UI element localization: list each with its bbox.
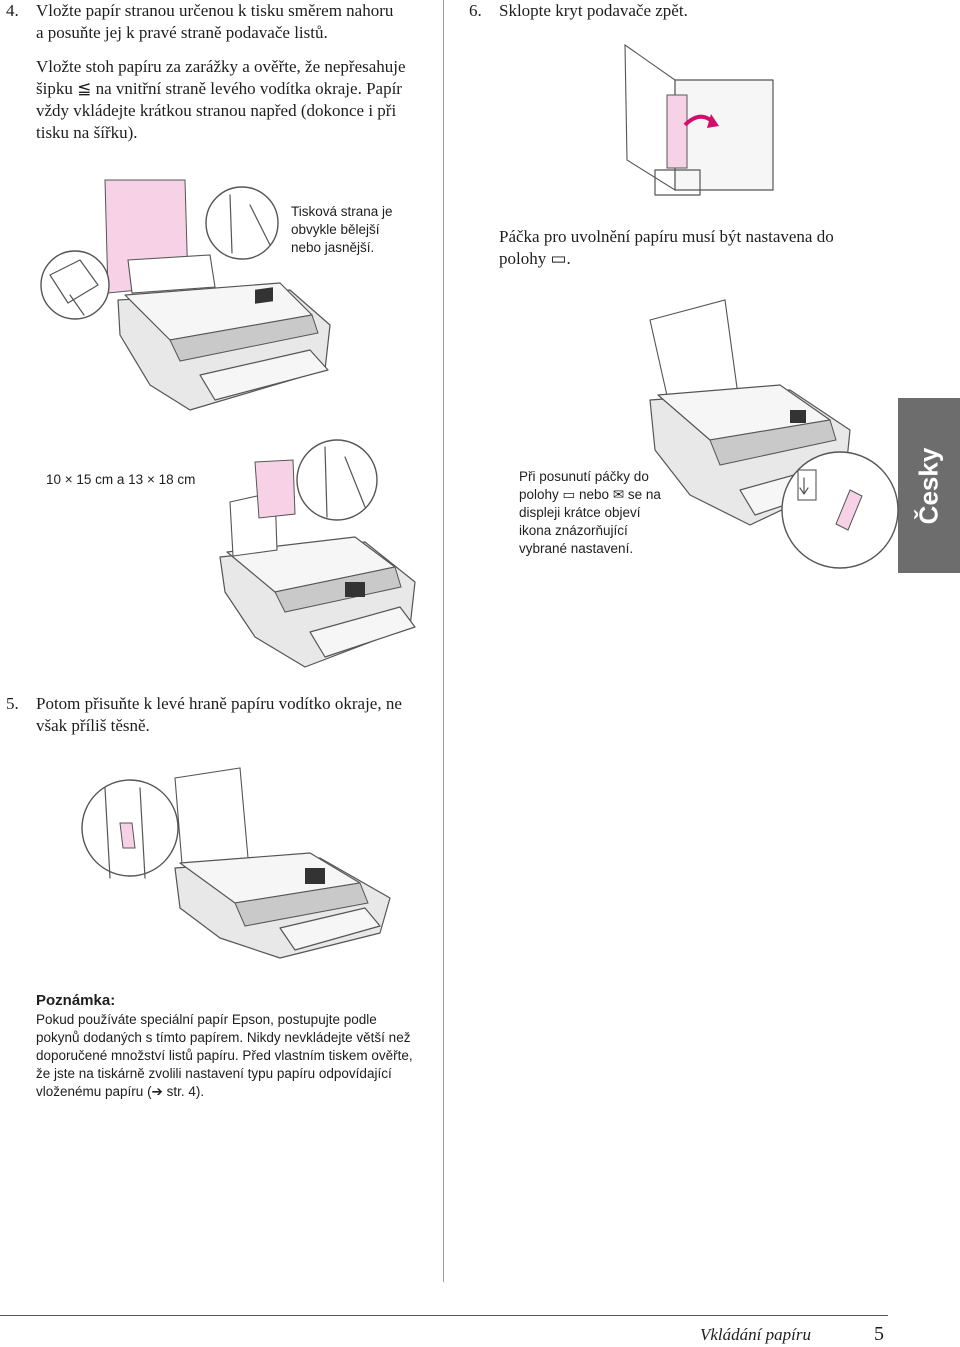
- step-4-line-2: a posuňte jej k pravé straně podavače listů.: [36, 23, 328, 42]
- step-5-line-2: však příliš těsně.: [36, 716, 150, 735]
- footer-page-number: 5: [874, 1323, 884, 1345]
- lever-note-line-2: polohy ▭.: [499, 249, 571, 268]
- step-4-detail-line-4: tisku na šířku).: [36, 123, 138, 142]
- note-line-3: doporučené množství listů papíru. Před vlastním tiskem ověřte,: [36, 1048, 413, 1063]
- footer-rule: [0, 1315, 888, 1316]
- printer-loading-paper-illustration: [40, 175, 340, 425]
- note-title: Poznámka:: [36, 992, 116, 1009]
- step-6-number: 6.: [469, 1, 482, 20]
- paper-size-callout: 10 × 15 cm a 13 × 18 cm: [46, 472, 196, 487]
- note-line-5: vloženému papíru (➔ str. 4).: [36, 1084, 205, 1099]
- print-side-callout-line-1: Tisková strana je: [291, 204, 393, 219]
- print-side-callout-line-2: obvykle bělejší: [291, 222, 380, 237]
- lever-callout-line-4: ikona znázorňující: [519, 523, 628, 538]
- step-4-detail-line-2: šipku ≦ na vnitřní straně levého vodítka okraje. Papír: [36, 79, 402, 98]
- printer-paper-release-lever-illustration: [640, 300, 900, 580]
- step-4-detail-line-3: vždy vkládejte krátkou stranou napřed (dokonce i při: [36, 101, 397, 120]
- language-tab: [898, 398, 960, 573]
- step-4-number: 4.: [6, 1, 19, 20]
- edge-guide-adjust-illustration: [80, 768, 400, 958]
- feeder-guard-closing-illustration: [615, 40, 775, 200]
- step-5-line-1: Potom přisuňte k levé hraně papíru vodítko okraje, ne: [36, 694, 402, 713]
- lever-note-line-1: Páčka pro uvolnění papíru musí být nastavena do: [499, 227, 834, 246]
- lever-callout-line-2: polohy ▭ nebo ✉ se na: [519, 487, 661, 502]
- lever-callout-line-1: Při posunutí páčky do: [519, 469, 649, 484]
- step-4-detail-line-1: Vložte stoh papíru za zarážky a ověřte, že nepřesahuje: [36, 57, 406, 76]
- column-divider: [443, 0, 444, 1282]
- print-side-callout-line-3: nebo jasnější.: [291, 240, 375, 255]
- step-4-line-1: Vložte papír stranou určenou k tisku směrem nahoru: [36, 1, 394, 20]
- footer-section-title: Vkládání papíru: [700, 1325, 811, 1344]
- lever-callout-line-5: vybrané nastavení.: [519, 541, 634, 556]
- note-line-4: že jste na tiskárně zvolili nastavení typu papíru odpovídající: [36, 1066, 392, 1081]
- note-line-1: Pokud používáte speciální papír Epson, postupujte podle: [36, 1012, 377, 1027]
- step-6-text: Sklopte kryt podavače zpět.: [499, 1, 688, 20]
- step-5-number: 5.: [6, 694, 19, 713]
- language-tab-label: Česky: [913, 447, 944, 525]
- note-line-2: pokynů dodaných s tímto papírem. Nikdy nevkládejte větší než: [36, 1030, 411, 1045]
- printer-photo-paper-illustration: [215, 432, 425, 672]
- lever-callout-line-3: displeji krátce objeví: [519, 505, 641, 520]
